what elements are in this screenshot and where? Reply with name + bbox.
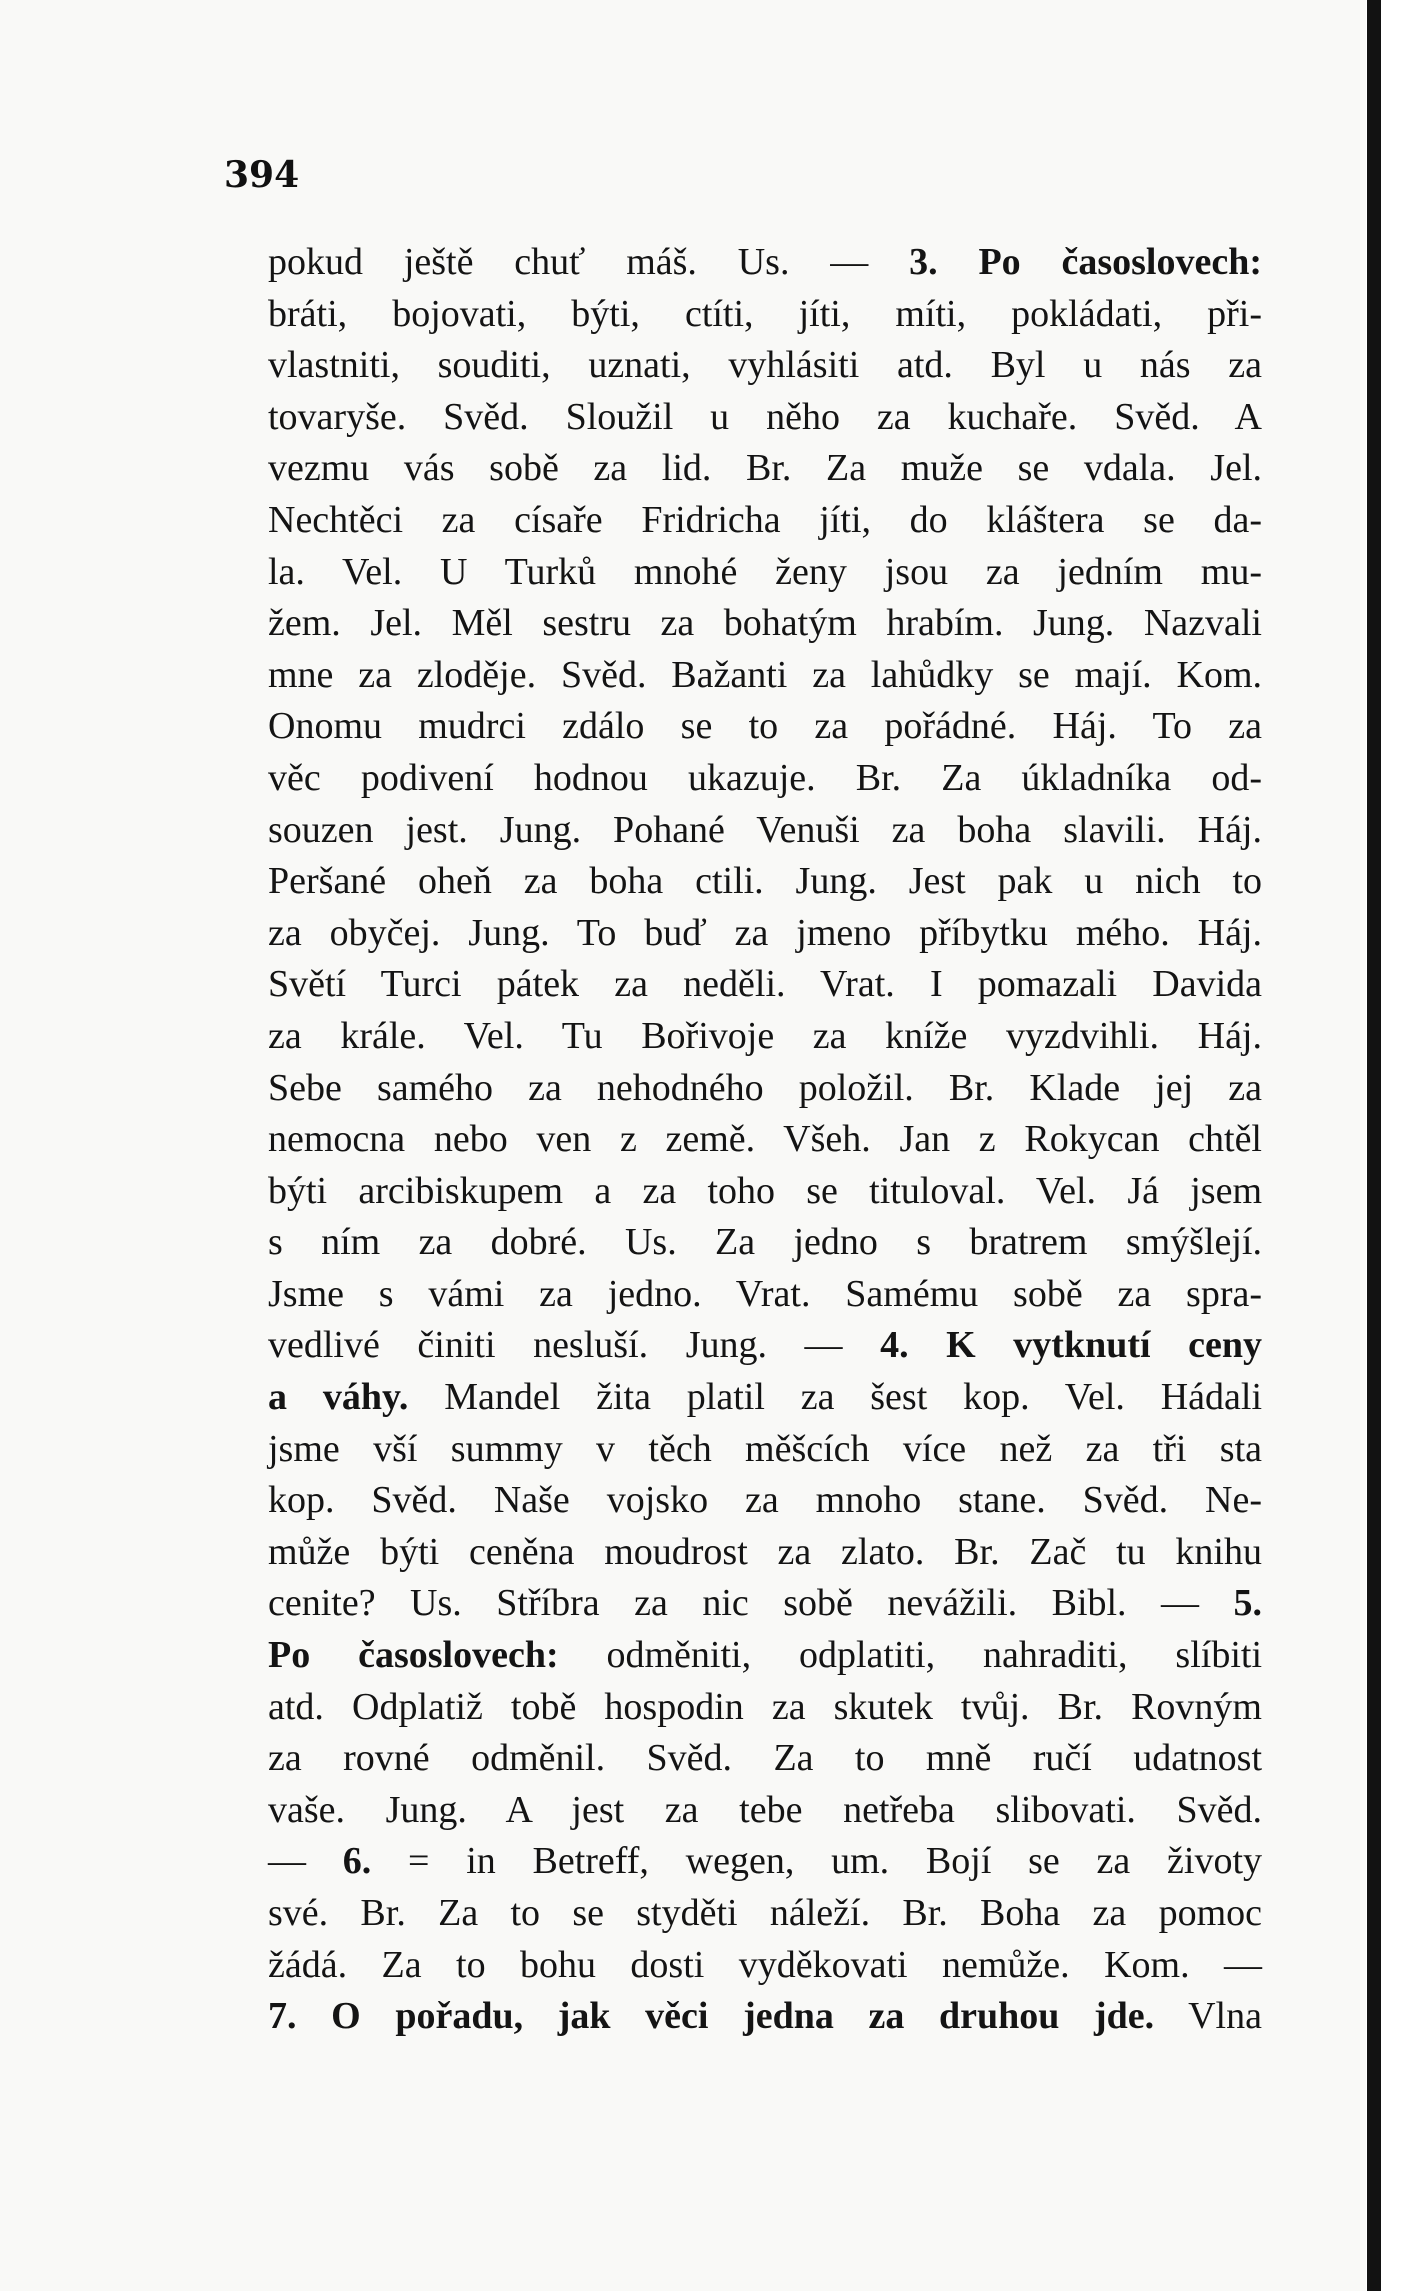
text-segment: tovaryše. Svěd. Sloužil u něho za kuchaře. Svěd. A	[268, 395, 1262, 438]
page-edge-border	[1367, 0, 1381, 2291]
text-segment: Světí Turci pátek za neděli. Vrat. I pomazali Davida	[268, 963, 1262, 1006]
text-line	[268, 1372, 1262, 1424]
bold-text-segment: 4. K vytknutí ceny	[880, 1324, 1262, 1367]
text-line	[268, 1269, 1262, 1321]
text-segment: pokud ještě chuť máš. Us. —	[268, 241, 910, 283]
text-segment: la. Vel. U Turků mnohé ženy jsou za jedním mu-	[268, 550, 1262, 593]
text-line	[268, 1063, 1262, 1115]
text-line	[268, 547, 1262, 599]
text-segment: vedlivé činiti nesluší. Jung. —	[268, 1324, 881, 1367]
text-line	[268, 1940, 1262, 1992]
text-line	[268, 1475, 1262, 1527]
text-segment: za rovné odměnil. Svěd. Za to mně ručí udatnost	[268, 1737, 1262, 1780]
text-line	[268, 805, 1262, 857]
text-line	[268, 1578, 1262, 1630]
text-line	[268, 598, 1262, 650]
bold-text-segment: 3. Po časoslovech:	[909, 241, 1263, 283]
bold-text-segment: 5.	[1233, 1582, 1262, 1625]
text-segment: vlastniti, souditi, uznati, vyhlásiti atd. Byl u nás za	[268, 344, 1262, 387]
text-line	[268, 1424, 1262, 1476]
text-segment: Mandel žita platil za šest kop. Vel. Hádali	[408, 1376, 1262, 1419]
text-line	[268, 1630, 1262, 1682]
text-line	[268, 1527, 1262, 1579]
text-line	[268, 908, 1262, 960]
text-segment: mne za zloděje. Svěd. Bažanti za lahůdky se mají. Kom.	[268, 653, 1262, 696]
text-segment: bráti, bojovati, býti, ctíti, jíti, míti, pokládati, při-	[268, 292, 1262, 335]
text-line	[268, 340, 1262, 392]
text-segment: Vlna	[1154, 1995, 1262, 2038]
bold-text-segment: a váhy.	[268, 1376, 409, 1419]
body-text	[268, 237, 1262, 2043]
text-line	[268, 959, 1262, 1011]
text-line	[268, 443, 1262, 495]
text-segment: Peršané oheň za boha ctili. Jung. Jest pak u nich to	[268, 860, 1262, 903]
text-line	[268, 1320, 1262, 1372]
text-segment: býti arcibiskupem a za toho se tituloval. Vel. Já jsem	[268, 1169, 1262, 1212]
text-line	[268, 1991, 1262, 2043]
text-segment: nemocna nebo ven z země. Všeh. Jan z Rokycan chtěl	[268, 1118, 1262, 1161]
text-segment: věc podivení hodnou ukazuje. Br. Za úkladníka od-	[268, 756, 1262, 799]
text-line	[268, 1166, 1262, 1218]
text-line	[268, 650, 1262, 702]
text-line	[268, 1836, 1262, 1888]
text-segment: atd. Odplatiž tobě hospodin za skutek tvůj. Br. Rovným	[268, 1685, 1262, 1728]
text-segment: Onomu mudrci zdálo se to za pořádné. Háj. To za	[268, 705, 1262, 748]
text-segment: své. Br. Za to se styděti náleží. Br. Boha za pomoc	[268, 1892, 1262, 1934]
text-segment: žádá. Za to bohu dosti vyděkovati nemůže. Kom. —	[268, 1943, 1262, 1986]
text-line	[268, 1785, 1262, 1837]
text-segment: žem. Jel. Měl sestru za bohatým hrabím. Jung. Nazvali	[268, 602, 1262, 645]
text-segment: jsme vší summy v těch měšcích více než za tři sta	[268, 1427, 1262, 1470]
text-segment: odměniti, odplatiti, nahraditi, slíbiti	[558, 1634, 1262, 1677]
text-line	[268, 1682, 1262, 1734]
text-segment: Jsme s vámi za jedno. Vrat. Samému sobě za spra-	[268, 1272, 1262, 1315]
bold-text-segment: Po časoslovech:	[268, 1634, 559, 1677]
text-segment: —	[268, 1840, 343, 1883]
text-line	[268, 753, 1262, 805]
text-line	[268, 701, 1262, 753]
text-segment: = in Betreff, wegen, um. Bojí se za životy	[371, 1840, 1263, 1883]
text-line	[268, 1733, 1262, 1785]
text-line	[268, 1011, 1262, 1063]
page-number: 394	[224, 154, 300, 196]
text-segment: vaše. Jung. A jest za tebe netřeba slibovati. Svěd.	[268, 1788, 1262, 1831]
text-segment: souzen jest. Jung. Pohané Venuši za boha slavili. Háj.	[268, 808, 1262, 851]
text-line	[268, 1888, 1262, 1940]
text-segment: Sebe samého za nehodného položil. Br. Klade jej za	[268, 1066, 1262, 1109]
text-line	[268, 495, 1262, 547]
text-segment: za krále. Vel. Tu Bořivoje za kníže vyzdvihli. Háj.	[268, 1014, 1262, 1057]
text-line	[268, 392, 1262, 444]
text-segment: vezmu vás sobě za lid. Br. Za muže se vdala. Jel.	[268, 447, 1262, 490]
text-line	[268, 1217, 1262, 1269]
text-line	[268, 289, 1262, 341]
text-line	[268, 1114, 1262, 1166]
text-segment: za obyčej. Jung. To buď za jmeno příbytku mého. Háj.	[268, 911, 1262, 954]
text-segment: s ním za dobré. Us. Za jedno s bratrem smýšlejí.	[268, 1221, 1262, 1264]
text-segment: kop. Svěd. Naše vojsko za mnoho stane. Svěd. Ne-	[268, 1479, 1262, 1522]
bold-text-segment: 7. O pořadu, jak věci jedna za druhou jde.	[268, 1995, 1155, 2038]
bold-text-segment: 6.	[342, 1840, 372, 1883]
text-segment: Nechtěci za císaře Fridricha jíti, do kláštera se da-	[268, 498, 1262, 541]
text-line	[268, 237, 1262, 289]
text-segment: může býti ceněna moudrost za zlato. Br. Zač tu knihu	[268, 1530, 1262, 1573]
text-segment: cenite? Us. Stříbra za nic sobě nevážili. Bibl. —	[268, 1582, 1234, 1625]
text-line	[268, 856, 1262, 908]
